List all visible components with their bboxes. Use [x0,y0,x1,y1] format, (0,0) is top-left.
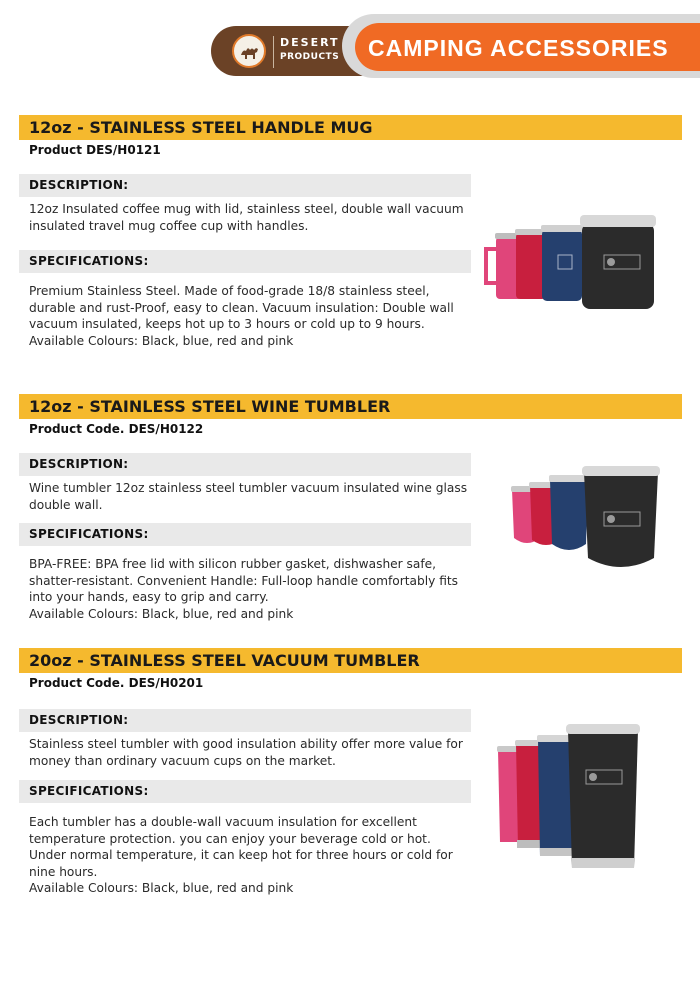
specifications-label: SPECIFICATIONS: [29,527,149,541]
vacuum-tumbler-image [490,720,670,880]
description-text: Stainless steel tumbler with good insulation ability offer more value for money than ordinary vacuum cups on the market. [29,737,463,768]
specifications-text: BPA-FREE: BPA free lid with silicon rubber gasket, dishwasher safe, shatter-resistant. Convenient Handle: Full-loop handle comfortably fits into your hands, easy to grip and carry. Available Colours: Black, blue, red and pink [29,556,469,622]
wine-tumbler-image [500,460,680,580]
specifications-label: SPECIFICATIONS: [29,784,149,798]
brand-name: DESERT [280,36,340,49]
product-code: Product Code. DES/H0122 [29,422,204,436]
specifications-bar [19,250,471,273]
description-bar [19,174,471,197]
description-label: DESCRIPTION: [29,457,129,471]
product-title: 12oz - STAINLESS STEEL WINE TUMBLER [29,397,391,416]
specifications-bar [19,780,471,803]
page-title: CAMPING ACCESSORIES [368,35,669,61]
handle-mug-image [478,205,678,315]
product-title: 20oz - STAINLESS STEEL VACUUM TUMBLER [29,651,420,670]
description-bar [19,453,471,476]
available-colours: Available Colours: Black, blue, red and pink [29,606,294,621]
description-label: DESCRIPTION: [29,713,129,727]
description-text: Wine tumbler 12oz stainless steel tumbler vacuum insulated wine glass double wall. [29,481,468,512]
available-colours: Available Colours: Black, blue, red and pink [29,333,294,348]
description-text: 12oz Insulated coffee mug with lid, stainless steel, double wall vacuum insulated travel mug coffee cup with handles. [29,202,464,233]
specifications-bar [19,523,471,546]
available-colours: Available Colours: Black, blue, red and pink [29,881,294,896]
brand-subname: PRODUCTS [280,52,340,62]
product-code: Product Code. DES/H0201 [29,676,204,690]
camel-logo-icon [232,34,266,68]
product-code: Product DES/H0121 [29,143,161,157]
product-title: 12oz - STAINLESS STEEL HANDLE MUG [29,118,373,137]
specifications-text: Premium Stainless Steel. Made of food-grade 18/8 stainless steel, durable and rust-Proof, easy to clean. Vacuum insulation: Double wall vacuum insulated, keeps hot up to 3 hours or cold up to 9 hours. Available Colours: Black, blue, red and pink [29,283,469,349]
description-bar [19,709,471,732]
specifications-text: Each tumbler has a double-wall vacuum insulation for excellent temperature protection. you can enjoy your beverage cold or hot. Under normal temperature, it can keep hot for three hours or cold for nine hours. Available Colours: Black, blue, red and pink [29,814,469,897]
description-label: DESCRIPTION: [29,178,129,192]
specifications-label: SPECIFICATIONS: [29,254,149,268]
logo-divider [273,36,274,68]
